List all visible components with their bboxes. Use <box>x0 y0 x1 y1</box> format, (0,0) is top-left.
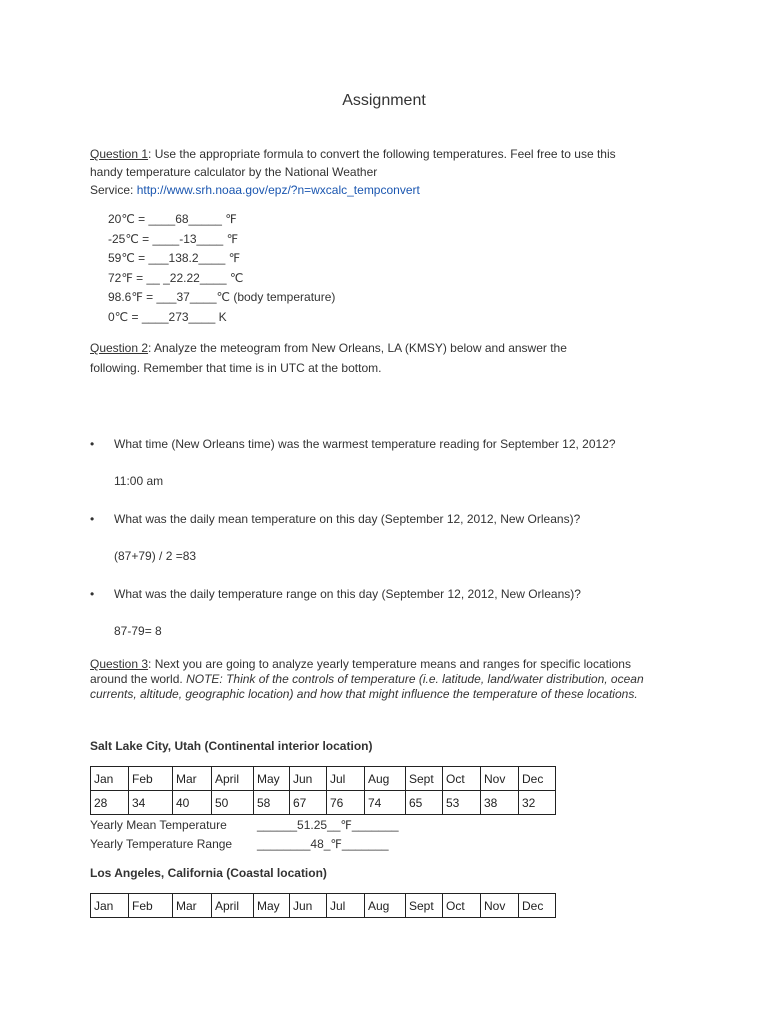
question-3-note-2: currents, altitude, geographic location) and how that might influence the temperature of these locations. <box>90 687 638 701</box>
temp-cell: 50 <box>212 791 254 815</box>
month-cell: April <box>212 767 254 791</box>
temp-cell: 28 <box>91 791 129 815</box>
temp-cell: 65 <box>406 791 443 815</box>
month-cell: Dec <box>519 767 556 791</box>
question-1-label: Question 1 <box>90 147 149 161</box>
la-heading: Los Angeles, California (Coastal location) <box>90 866 327 880</box>
month-cell: Jul <box>327 894 365 918</box>
temp-cell: 32 <box>519 791 556 815</box>
month-cell: Oct <box>443 894 481 918</box>
month-cell: May <box>254 767 290 791</box>
range-value: ________48_℉_______ <box>257 837 389 851</box>
slc-table <box>90 766 556 815</box>
bullet-answer: 87-79= 8 <box>114 624 162 638</box>
temp-cell: 40 <box>173 791 212 815</box>
month-cell: April <box>212 894 254 918</box>
question-2-label: Question 2 <box>90 341 149 355</box>
month-cell: Jul <box>327 767 365 791</box>
question-3-line-1: : Next you are going to analyze yearly temperature means and ranges for specific locations <box>148 657 631 671</box>
temp-cell: 74 <box>365 791 406 815</box>
temp-cell: 76 <box>327 791 365 815</box>
table-row <box>91 894 556 918</box>
bullet-icon: • <box>90 587 95 601</box>
month-cell: Mar <box>173 767 212 791</box>
month-cell: Oct <box>443 767 481 791</box>
bullet-answer: 11:00 am <box>114 474 164 488</box>
month-cell: Dec <box>519 894 556 918</box>
bullet-icon: • <box>90 437 95 451</box>
mean-label: Yearly Mean Temperature <box>90 818 227 832</box>
question-3-label: Question 3 <box>90 657 149 671</box>
month-cell: Jan <box>91 894 129 918</box>
month-cell: Feb <box>129 767 173 791</box>
month-cell: Jun <box>290 767 327 791</box>
month-cell: Sept <box>406 767 443 791</box>
temp-cell: 38 <box>481 791 519 815</box>
range-label: Yearly Temperature Range <box>90 837 233 851</box>
bullet-icon: • <box>90 512 95 526</box>
month-cell: May <box>254 894 290 918</box>
conversion-item: 59℃ = ___138.2____ ℉ <box>108 251 240 265</box>
temp-cell: 67 <box>290 791 327 815</box>
question-2-line-2: following. Remember that time is in UTC at the bottom. <box>90 361 382 375</box>
table-row <box>91 767 556 791</box>
temp-cell: 53 <box>443 791 481 815</box>
question-1-line-1: : Use the appropriate formula to convert the following temperatures. Feel free to use this <box>148 147 616 161</box>
question-3-line-2: around the world. <box>90 672 187 686</box>
question-3-note-1: NOTE: Think of the controls of temperature (i.e. latitude, land/water distribution, ocean <box>186 672 644 686</box>
question-1-line-3: Service: <box>90 183 137 197</box>
noaa-link[interactable]: http://www.srh.noaa.gov/epz/?n=wxcalc_tempconvert <box>136 183 420 197</box>
question-2-line-1: : Analyze the meteogram from New Orleans, LA (KMSY) below and answer the <box>148 341 567 355</box>
conversion-list <box>108 210 335 327</box>
slc-heading: Salt Lake City, Utah (Continental interior location) <box>90 739 373 753</box>
table-row <box>91 791 556 815</box>
bullet-question: What was the daily mean temperature on this day (September 12, 2012, New Orleans)? <box>114 512 581 526</box>
question-1-text <box>90 145 616 199</box>
month-cell: Mar <box>173 894 212 918</box>
month-cell: Sept <box>406 894 443 918</box>
question-2-text <box>90 338 567 378</box>
conversion-item: -25℃ = ____-13____ ℉ <box>108 231 238 246</box>
conversion-item: 20℃ = ____68_____ ℉ <box>108 212 237 226</box>
bullet-question: What was the daily temperature range on this day (September 12, 2012, New Orleans)? <box>114 587 581 601</box>
month-cell: Nov <box>481 767 519 791</box>
conversion-item: 72℉ = __ _22.22____ ℃ <box>108 270 244 285</box>
month-cell: Aug <box>365 767 406 791</box>
question-1-line-2: handy temperature calculator by the National Weather <box>90 165 378 179</box>
page-title: Assignment <box>342 92 426 109</box>
temp-cell: 58 <box>254 791 290 815</box>
slc-mean-row <box>90 818 399 832</box>
conversion-item: 0℃ = ____273____ K <box>108 309 227 324</box>
question-3-text <box>90 657 644 702</box>
temp-cell: 34 <box>129 791 173 815</box>
slc-range-row <box>90 837 389 851</box>
month-cell: Jun <box>290 894 327 918</box>
month-cell: Nov <box>481 894 519 918</box>
bullet-answer: (87+79) / 2 =83 <box>114 549 197 563</box>
mean-value: ______51.25__℉_______ <box>257 818 399 832</box>
month-cell: Jan <box>91 767 129 791</box>
conversion-item: 98.6℉ = ___37____℃ (body temperature) <box>108 290 336 304</box>
bullet-question: What time (New Orleans time) was the warmest temperature reading for September 12, 2012? <box>114 437 616 451</box>
month-cell: Aug <box>365 894 406 918</box>
month-cell: Feb <box>129 894 173 918</box>
la-table <box>90 893 556 918</box>
